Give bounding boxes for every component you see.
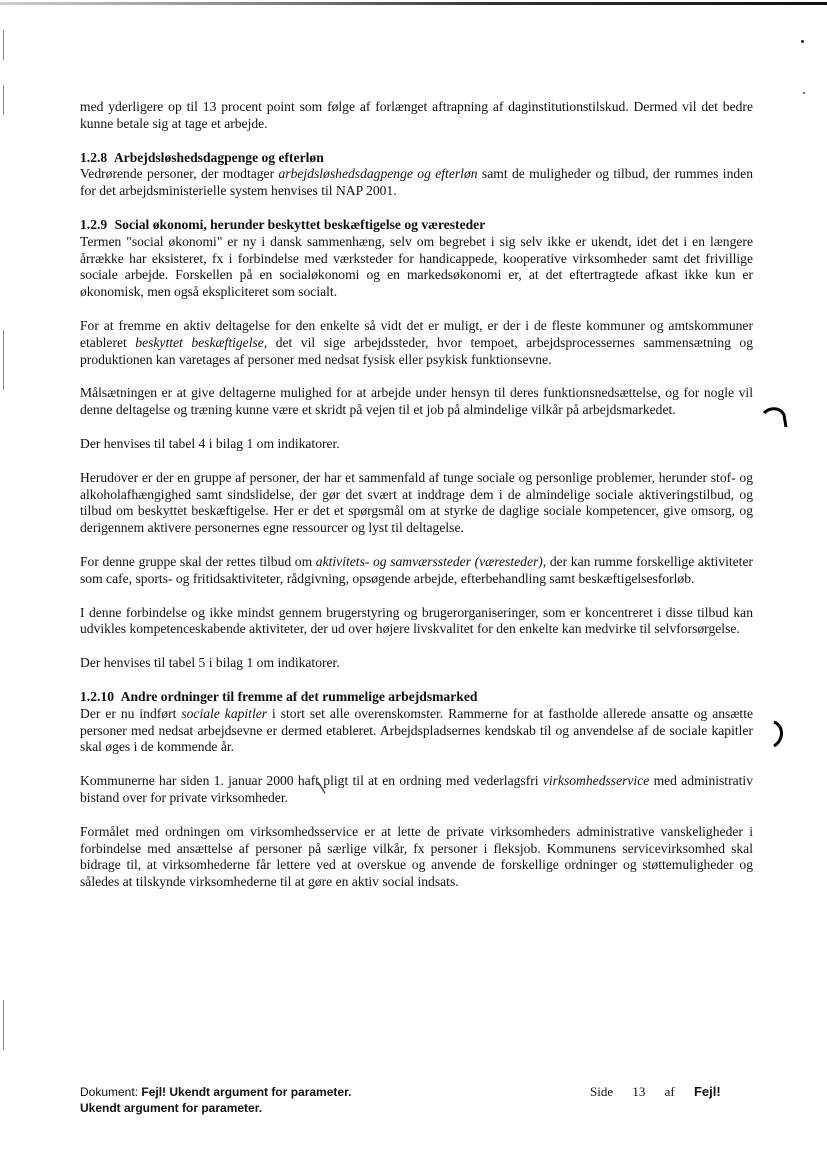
text-run: Kommunerne har siden 1. januar 2000 haft pligt til at en ordning med vederlagsfri [80,773,543,789]
page-label: Side [590,1084,614,1099]
section-heading [80,217,753,234]
document-body [80,99,753,908]
scan-edge-mark [3,330,4,390]
paragraph [80,655,753,672]
paragraph [80,824,753,891]
paragraph [80,99,753,133]
paragraph-text: I denne forbindelse og ikke mindst gennem brugerstyring og brugerorganiseringer, som er koncentreret i disse tilbud kan udvikles kompetenceskabende aktiviteter, der ud over højere livskvalitet for den enkelte kan medvirke til selvforsørgelse. [80,604,753,637]
of-label: af [664,1084,675,1099]
section-title: Social økonomi, herunder beskyttet beskæftigelse og væresteder [114,216,486,232]
italic-term: beskyttet beskæftigelse [135,334,264,350]
section-1-2-9 [80,217,753,301]
footer-field-error: Ukendt argument for parameter. [80,1101,263,1115]
text-run: , det vil sige arbejdssteder, hvor tempoet, arbejdsprocessernes sammensætning og produktionen kan varetages af personer med nedsat fysisk eller psykisk funktionsevne. [80,334,754,367]
scan-speck [803,92,805,94]
text-run: For at fremme en aktiv deltagelse for den enkelte så vidt det er muligt, er der i de fleste kommuner og amtskommuner etableret [80,317,753,350]
text-run: i stort set alle overenskomster. Rammerne for at fastholde allerede ansatte og ansætte personer med nedsat arbejdsevne er dermed etableret. Arbejdspladsernes kendskab til og anvendelse af de sociale kapitler skal øges i de kommende år. [80,705,754,755]
paragraph-text: Der henvises til tabel 4 i bilag 1 om indikatorer. [80,435,340,451]
page-number: 13 [632,1084,646,1099]
paragraph [80,554,753,588]
paragraph [80,385,753,419]
paragraph [80,436,753,453]
paragraph-text [80,554,753,588]
section-number: 1.2.10 [80,688,114,704]
section-1-2-8 [80,150,753,200]
text-run: samt de muligheder og tilbud, der rummes inden for det arbejdsministerielle system henvises til NAP 2001. [80,166,754,199]
section-number: 1.2.9 [80,216,108,232]
total-pages-error: Fejl! [693,1084,721,1099]
text-run: , der kan rumme forskellige aktiviteter som cafe, sports- og fritidsaktiviteter, rådgivning, opsøgende arbejde, efterbehandling samt beskæftigelsesforløb. [80,553,753,586]
paragraph-text [80,166,753,200]
italic-term: sociale kapitler [181,705,268,721]
paragraph-text: med yderligere op til 13 procent point som følge af forlænget aftrapning af daginstitutionstilskud. Dermed vil det bedre kunne betale sig at tage et arbejde. [80,99,753,131]
scan-edge-mark [3,85,4,115]
footer-document-line-2 [80,1100,753,1116]
text-run: med administrativ bistand over for private virksomheder. [80,773,753,805]
paragraph-text: Der henvises til tabel 5 i bilag 1 om indikatorer. [80,655,340,671]
italic-term: virksomhedsservice [542,773,650,789]
text-run: For denne gruppe skal der rettes tilbud om [80,553,316,569]
pen-mark-icon [770,718,790,750]
paragraph [80,605,753,639]
section-heading [80,689,753,706]
paragraph-text: Målsætningen er at give deltagerne mulighed for at arbejde under hensyn til deres funktionsnedsættelse, og for nogle vil denne deltagelse og træning kunne være et skridt på vejen til et job på almindelige vilkår på arbejdsmarkedet. [80,385,753,418]
text-run: Der er nu indført [80,705,182,721]
italic-term: arbejdsløshedsdagpenge og efterløn [278,166,478,182]
paragraph [80,470,753,537]
paragraph-text [80,706,753,756]
paragraph [80,773,753,807]
pen-mark-icon [760,405,790,435]
paragraph-text: Formålet med ordningen om virksomhedsservice er at lette de private virksomheders administrative vanskeligheder i forbindelse med ansættelse af personer på særlige vilkår, fx personer i fleksjob. Kommunens servicevirksomhed skal bidrage til, at virksomhederne får lettere ved at overskue og anvende de forskellige ordninger og støttemuligheder og således at tilskynde virksomhederne til at gøre en aktiv social indsats. [80,823,753,890]
section-heading [80,150,753,167]
top-scan-rule [0,2,827,5]
italic-term: aktivitets- og samværssteder (væresteder) [315,553,543,569]
section-number: 1.2.8 [80,149,108,165]
section-1-2-10 [80,689,753,756]
paragraph [80,318,753,368]
footer-doc-label: Dokument: [80,1085,142,1099]
paragraph-text: Herudover er der en gruppe af personer, der har et sammenfald af tunge sociale og personlige problemer, herunder stof- og alkoholafhængighed samt sindslidelse, der gør det svært at inddrage dem i de almindelige sociale aktiveringstilbud, og tilbud om beskyttet beskæftigelse. Her er det et spørgsmål om at styrke de daglige sociale kompetencer, give omsorg, og derigennem aktivere personernes egne ressourcer og lyst til deltagelse. [80,469,753,536]
scan-speck [801,40,804,43]
scan-edge-mark [3,30,4,60]
page-footer [80,1084,753,1116]
scan-edge-mark [3,1000,4,1050]
section-title: Andre ordninger til fremme af det rummelige arbejdsmarked [120,688,478,704]
section-title: Arbejdsløshedsdagpenge og efterløn [113,149,324,165]
footer-field-error: Fejl! Ukendt argument for parameter. [141,1085,352,1099]
paragraph-text [80,318,753,368]
text-run: Vedrørende personer, der modtager [80,166,279,182]
page-number-block [590,1084,721,1100]
paragraph-text: Termen "social økonomi" er ny i dansk sammenhæng, selv om begrebet i sig selv ikke er ukendt, idet det i en længere årrække har eksisteret, fx i forbindelse med værksteder for handicappede, kooperative virksomheder samt det frivillige sociale arbejde. Forskellen på en socialøkonomi og en markedsøkonomi er, at det eftertragtede afkast ikke kun er økonomisk, men også ekspliciteret som socialt. [80,233,753,300]
paragraph-text [80,773,753,807]
